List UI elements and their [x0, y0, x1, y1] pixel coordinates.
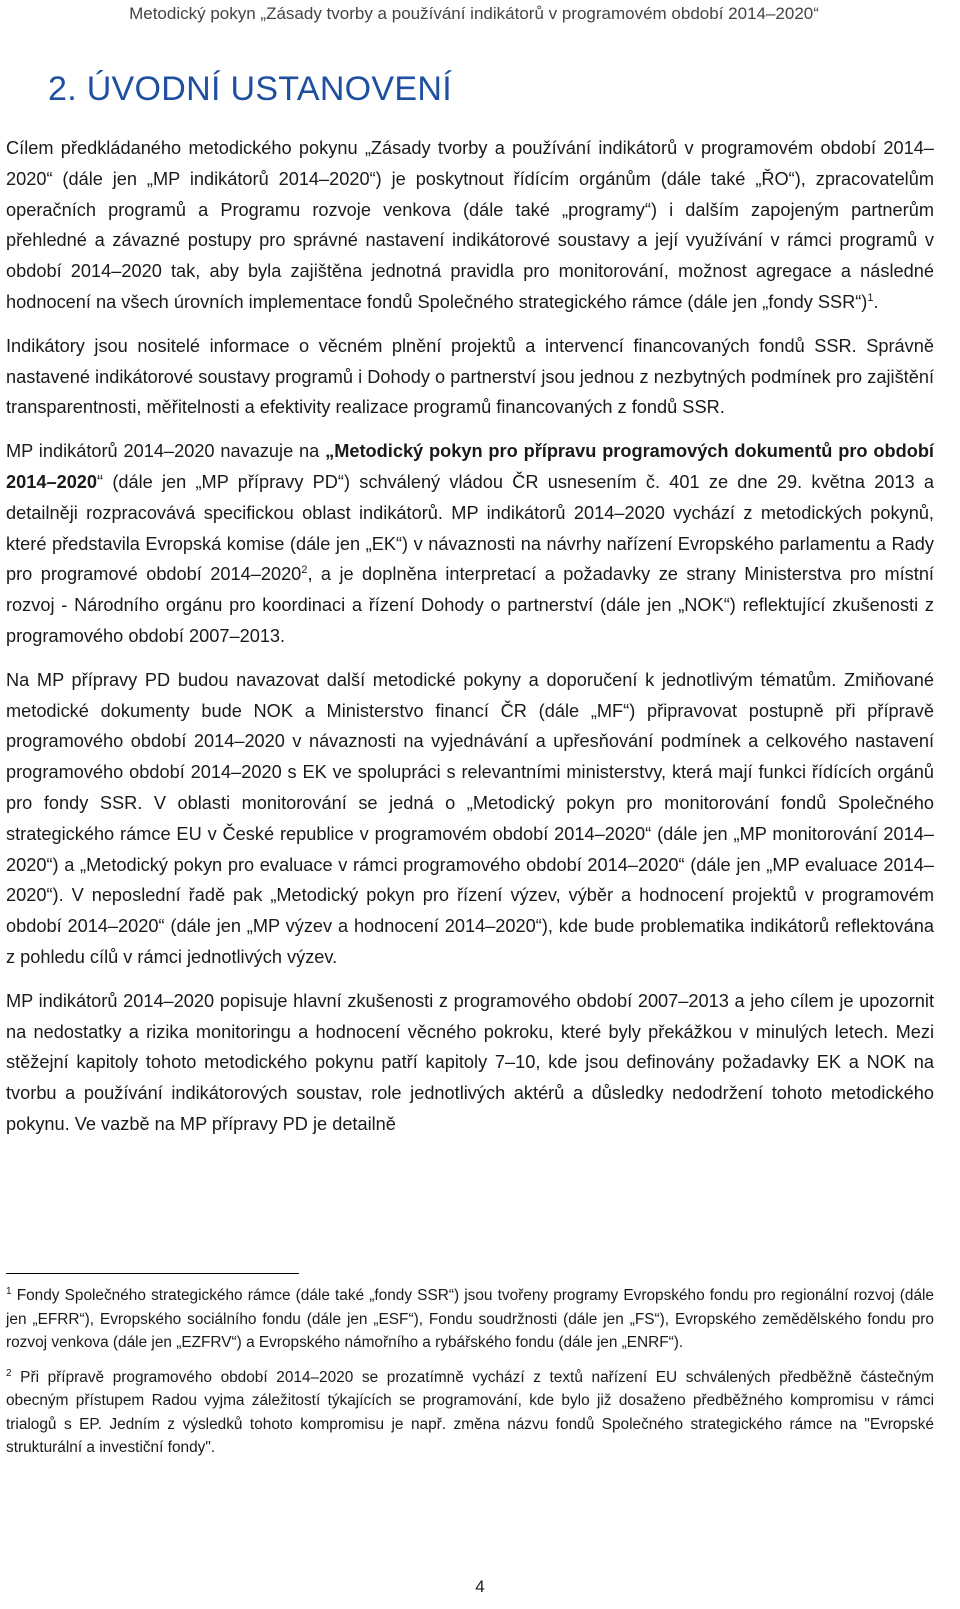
page-header: Metodický pokyn „Zásady tvorby a používání indikátorů v programovém období 2014–2020“	[129, 4, 819, 23]
footnotes	[6, 1284, 934, 1471]
section-title: 2. ÚVODNÍ USTANOVENÍ	[48, 70, 452, 108]
document-body	[6, 133, 934, 1153]
paragraph-3	[6, 436, 934, 652]
footnote-ref-2[interactable]: 2	[301, 564, 308, 577]
footnote-2-text: Při přípravě programového období 2014–2020 se prozatímně vychází z textů nařízení EU schválených předběžně částečným obecným přístupem Radou vyjma záležitostí týkajících se programování, kde bylo již dosaženo předběžného kompromisu v rámci trialogů s EP. Jedním z výsledků tohoto kompromisu je např. změna názvu fondů Společného strategického rámce na "Evropské strukturální a investiční fondy".	[6, 1368, 934, 1456]
footnote-ref-1[interactable]: 1	[867, 291, 874, 304]
footnote-1	[6, 1284, 934, 1355]
paragraph-4: Na MP přípravy PD budou navazovat další metodické pokyny a doporučení k jednotlivým tématům. Zmiňované metodické dokumenty bude NOK a Ministerstvo financí ČR (dále „MF“) připravovat postupně při přípravě programového období 2014–2020 v návaznosti na vyjednávání a upřesňování podmínek a celkového nastavení programového období 2014–2020 s EK ve spolupráci s relevantními ministerstvy, která mají funkci řídících orgánů pro fondy SSR. V oblasti monitorování se jedná o „Metodický pokyn pro monitorování fondů Společného strategického rámce EU v České republice v programovém období 2014–2020“ (dále jen „MP monitorování 2014–2020“) a „Metodický pokyn pro evaluace v rámci programového období 2014–2020“ (dále jen „MP evaluace 2014–2020“). V neposlední řadě pak „Metodický pokyn pro řízení výzev, výběr a hodnocení projektů v programovém období 2014–2020“ (dále jen „MP výzev a hodnocení 2014–2020“), kde bude problematika indikátorů reflektována z pohledu cílů v rámci jednotlivých výzev.	[6, 669, 934, 967]
paragraph-3-body: “ (dále jen „MP přípravy PD“) schválený vládou ČR usnesením č. 401 ze dne 29. května 2013 a detailněji rozpracovává specifickou oblast indikátorů. MP indikátorů 2014–2020 vychází z metodických pokynů, které představila Evropská komise (dále jen „EK“) v návaznosti na návrhy nařízení Evropského parlamentu a Rady pro programové období 2014–2020	[6, 471, 934, 585]
paragraph-3-lead: MP indikátorů 2014–2020 navazuje na	[6, 441, 326, 462]
paragraph-1-end: .	[873, 291, 879, 312]
footnote-2	[6, 1366, 934, 1460]
paragraph-2: Indikátory jsou nositelé informace o věcném plnění projektů a intervencí financovaných fondů SSR. Správně nastavené indikátorové soustavy programů i Dohody o partnerství jsou jednou z nezbytných podmínek pro zajištění transparentnosti, měřitelnosti a efektivity realizace programů financovaných z fondů SSR.	[6, 335, 934, 418]
paragraph-5: MP indikátorů 2014–2020 popisuje hlavní zkušenosti z programového období 2007–2013 a jeho cílem je upozornit na nedostatky a rizika monitoringu a hodnocení věcného pokroku, které byly překážkou v minulých letech. Mezi stěžejní kapitoly tohoto metodického pokynu patří kapitoly 7–10, kde jsou definovány požadavky EK a NOK na tvorbu a používání indikátorových soustav, role jednotlivých aktérů a důsledky nedodržení tohoto metodického pokynu. Ve vazbě na MP přípravy PD je detailně	[6, 990, 934, 1134]
paragraph-1-text: Cílem předkládaného metodického pokynu „Zásady tvorby a používání indikátorů v programovém období 2014–2020“ (dále jen „MP indikátorů 2014–2020“) je poskytnout řídícím orgánům (dále také „ŘO“), zpracovatelům operačních programů a Programu rozvoje venkova (dále také „programy“) i dalším zapojeným partnerům přehledné a závazné postupy pro správné nastavení indikátorové soustavy a její využívání v rámci programů v období 2014–2020 tak, aby byla zajištěna jednotná pravidla pro monitorování, možnost agregace a následné hodnocení na všech úrovních implementace fondů Společného strategického rámce (dále jen „fondy SSR“)	[6, 138, 934, 312]
footnote-1-text: Fondy Společného strategického rámce (dále také „fondy SSR“) jsou tvořeny programy Evropského fondu pro regionální rozvoj (dále jen „EFRR“), Evropského sociálního fondu (dále jen „ESF“), Fondu soudržnosti (dále jen „FS“), Evropského zemědělského fondu pro rozvoj venkova (dále jen „EZFRV“) a Evropského námořního a rybářského fondu (dále jen „ENRF“).	[6, 1287, 934, 1351]
page-number: 4	[475, 1577, 485, 1596]
paragraph-3-tail: , a je doplněna interpretací a požadavky ze strany Ministerstva pro místní rozvoj - Národního orgánu pro koordinaci a řízení Dohody o partnerství (dále jen „NOK“) reflektující zkušenosti z programového období 2007–2013.	[6, 564, 934, 646]
referenced-document-title: „Metodický pokyn pro přípravu programových dokumentů pro období 2014–2020	[6, 441, 934, 492]
footnote-mark-2: 2	[6, 1367, 12, 1379]
paragraph-1	[6, 133, 934, 318]
footnote-mark-1: 1	[6, 1285, 12, 1297]
footnote-separator	[6, 1273, 299, 1274]
